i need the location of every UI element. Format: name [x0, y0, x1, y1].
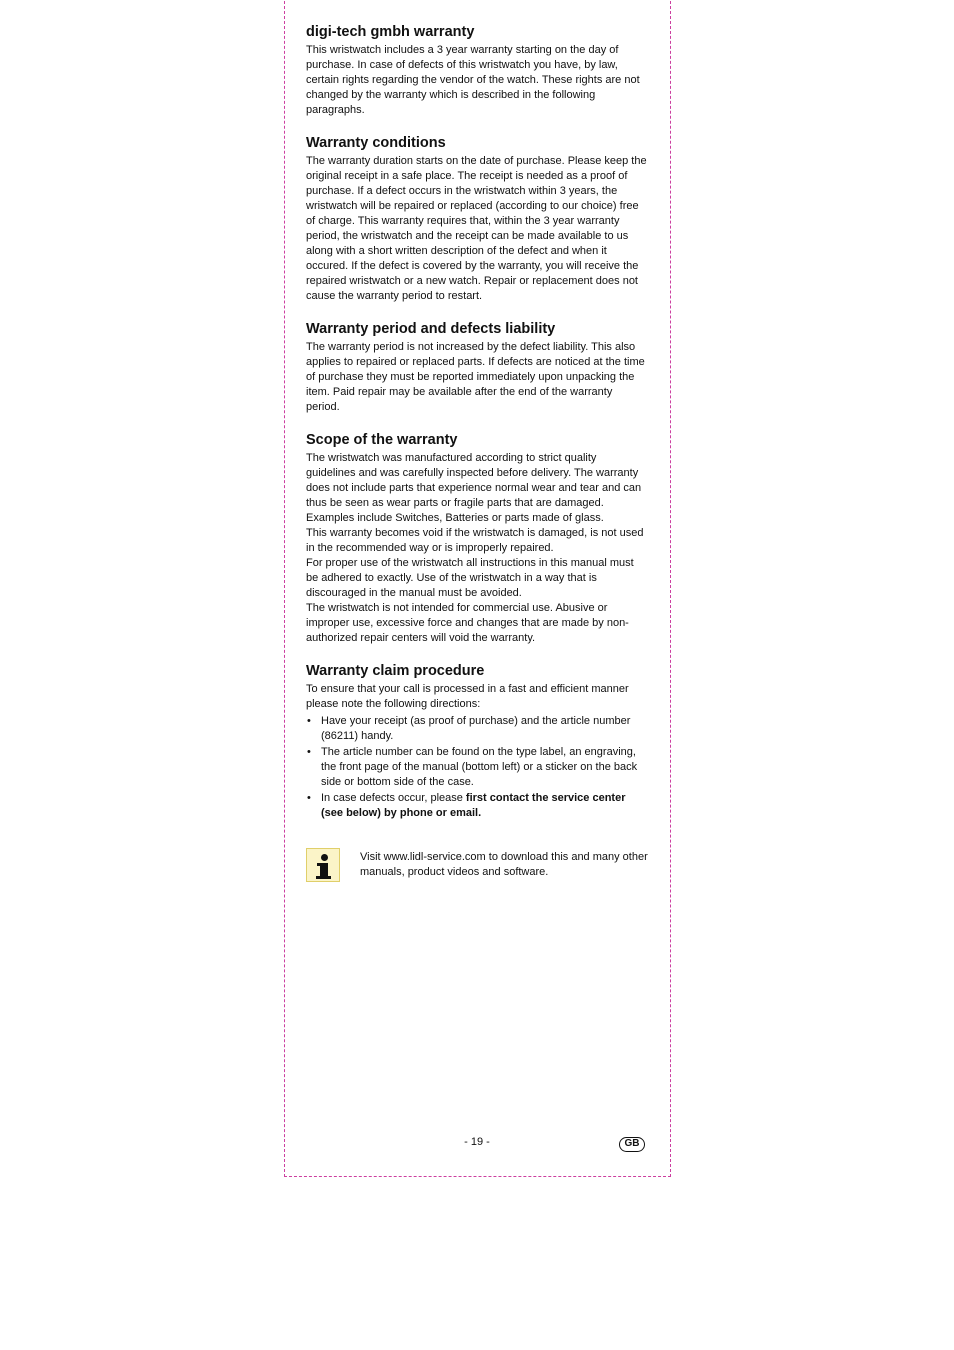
- section-warranty-period: [306, 320, 648, 415]
- list-item-bold-text: first contact the service center (see below) by phone or email.: [321, 792, 626, 819]
- section-warranty-conditions: [306, 134, 648, 304]
- section-scope: [306, 431, 648, 646]
- list-item-text: The article number can be found on the type label, an engraving, the front page of the manual (bottom left) or a sticker on the back side or bottom side of the case.: [321, 746, 638, 788]
- list-item-text: In case defects occur, please: [321, 792, 466, 804]
- claim-intro: To ensure that your call is processed in a fast and efficient manner please note the following directions:: [306, 683, 629, 710]
- section-paragraph: For proper use of the wristwatch all instructions in this manual must be adhered to exactly. Use of the wristwatch in a way that is discouraged in the manual must be avoided.: [306, 557, 634, 599]
- section-paragraph: The wristwatch is not intended for commercial use. Abusive or improper use, excessive force and changes that are made by non-authorized repair centers will void the warranty.: [306, 602, 629, 644]
- section-paragraph: The warranty period is not increased by the defect liability. This also applies to repaired or replaced parts. If defects are noticed at the time of purchase they must be reported immediately upon unpacking the item. Paid repair may be available after the end of the warranty period.: [306, 341, 645, 413]
- section-digi-tech-warranty: [306, 23, 648, 118]
- claim-bullet-list: [306, 714, 648, 821]
- list-item: [306, 714, 648, 744]
- section-paragraph: The wristwatch was manufactured according to strict quality guidelines and was carefully inspected before delivery. The warranty does not include parts that experience normal wear and tear and can thus be seen as wear parts or fragile parts that are damaged. Examples include Switches, Batteries or parts made of glass.: [306, 452, 642, 524]
- bullet-icon: •: [307, 746, 311, 758]
- section-paragraph: This warranty becomes void if the wristwatch is damaged, is not used in the recommended way or is improperly repaired.: [306, 527, 644, 554]
- section-heading: Warranty claim procedure: [306, 663, 485, 679]
- section-paragraph: The warranty duration starts on the date of purchase. Please keep the original receipt in a safe place. The receipt is needed as a proof of purchase. If a defect occurs in the wristwatch within 3 years, the wristwatch will be repaired or replaced (according to our choice) free of charge. This warranty requires that, within the 3 year warranty period, the wristwatch and the receipt can be made available to us along with a short written description of the defect and when it occured. If the defect is covered by the warranty, you will receive the repaired wristwatch or a new watch. Repair or replacement does not cause the warranty period to restart.: [306, 155, 647, 302]
- bullet-icon: •: [307, 715, 311, 727]
- list-item-text: Have your receipt (as proof of purchase) and the article number (86211) handy.: [321, 715, 631, 742]
- bullet-icon: •: [307, 792, 311, 804]
- section-heading: Warranty conditions: [306, 135, 446, 151]
- list-item: [306, 791, 648, 821]
- info-icon: [306, 848, 340, 882]
- section-heading: Scope of the warranty: [306, 432, 458, 448]
- section-heading: digi-tech gmbh warranty: [306, 24, 475, 40]
- list-item: [306, 745, 648, 790]
- section-paragraph: This wristwatch includes a 3 year warranty starting on the day of purchase. In case of defects of this wristwatch you have, by law, certain rights regarding the vendor of the watch. These rights are not changed by the warranty which is described in the following paragraphs.: [306, 44, 640, 116]
- language-badge: GB: [619, 1137, 645, 1152]
- section-claim-procedure: [306, 662, 648, 821]
- info-text: Visit www.lidl-service.com to download this and many other manuals, product videos and software.: [360, 851, 648, 878]
- section-heading: Warranty period and defects liability: [306, 321, 556, 337]
- document-content: [306, 23, 648, 837]
- page-number: - 19 -: [464, 1136, 490, 1148]
